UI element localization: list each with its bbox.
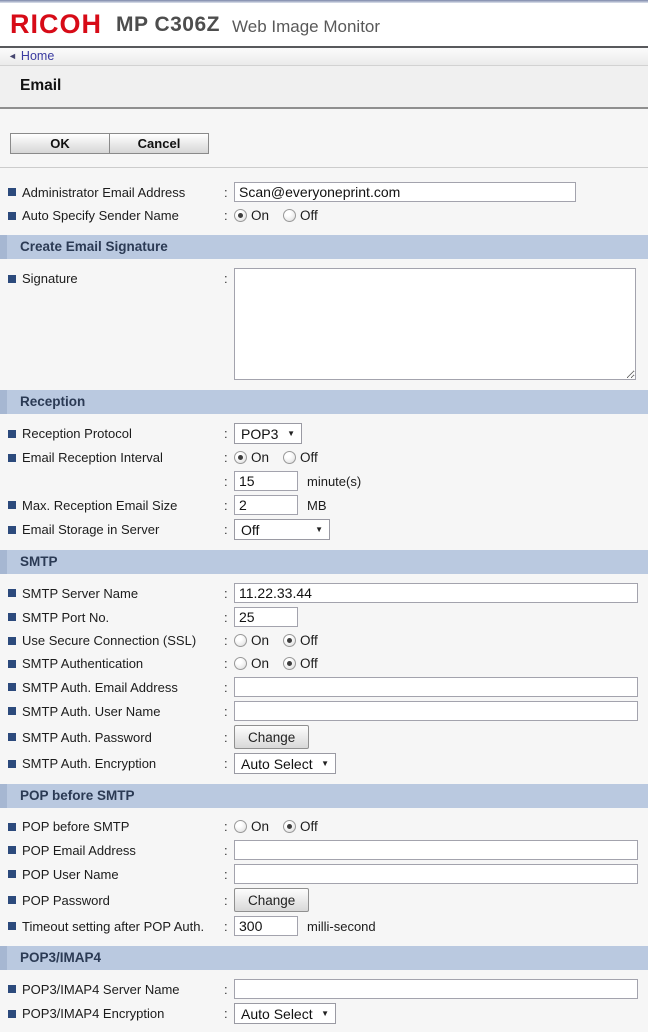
section-reception: Reception xyxy=(0,390,648,414)
field-bullet-icon xyxy=(8,707,16,715)
colon: : xyxy=(224,184,228,200)
app-header xyxy=(0,3,648,46)
colon: : xyxy=(224,473,228,489)
colon: : xyxy=(224,866,228,882)
ssl-label: Use Secure Connection (SSL) xyxy=(22,633,197,648)
colon: : xyxy=(224,679,228,695)
field-row-auto-sender xyxy=(0,204,648,227)
field-bullet-icon xyxy=(8,526,16,534)
smtp-auth-radio-off[interactable] xyxy=(283,657,296,670)
dropdown-arrow-icon: ▼ xyxy=(321,759,329,768)
smtp-auth-radio-on[interactable] xyxy=(234,657,247,670)
field-row-pop-email xyxy=(0,838,648,862)
cancel-button[interactable]: Cancel xyxy=(109,133,209,154)
smtp-auth-encryption-select[interactable] xyxy=(234,753,336,774)
pop-timeout-input[interactable] xyxy=(234,916,298,936)
colon: : xyxy=(224,703,228,719)
field-row-pop3-server xyxy=(0,977,648,1001)
pop-password-change-button[interactable]: Change xyxy=(234,888,309,912)
field-bullet-icon xyxy=(8,870,16,878)
colon: : xyxy=(224,981,228,997)
pop-timeout-unit: milli-second xyxy=(307,918,376,934)
colon: : xyxy=(224,497,228,513)
field-bullet-icon xyxy=(8,683,16,691)
pop3-encryption-value: Auto Select xyxy=(241,1005,313,1022)
field-row-smtp-auth-user xyxy=(0,699,648,723)
smtp-port-label: SMTP Port No. xyxy=(22,609,110,625)
field-row-reception-protocol xyxy=(0,421,648,446)
smtp-auth-password-label: SMTP Auth. Password xyxy=(22,729,152,745)
smtp-auth-password-change-button[interactable]: Change xyxy=(234,725,309,749)
field-bullet-icon xyxy=(8,1010,16,1018)
reception-interval-radio-on[interactable] xyxy=(234,451,247,464)
auto-sender-label: Auto Specify Sender Name xyxy=(22,208,179,223)
signature-textarea[interactable] xyxy=(234,268,636,380)
email-storage-value: Off xyxy=(241,521,260,538)
field-bullet-icon xyxy=(8,430,16,438)
pop-before-smtp-radio-off[interactable] xyxy=(283,820,296,833)
field-row-max-reception-size xyxy=(0,493,648,517)
field-row-pop-before-smtp xyxy=(0,815,648,838)
dropdown-arrow-icon: ▼ xyxy=(321,1009,329,1018)
field-row-pop-timeout xyxy=(0,914,648,938)
field-row-smtp-auth xyxy=(0,652,648,675)
breadcrumb xyxy=(0,46,648,66)
pop3-server-input[interactable] xyxy=(234,979,638,999)
field-row-pop-password xyxy=(0,886,648,914)
ricoh-logo: RICOH xyxy=(10,9,102,39)
radio-on-label: On xyxy=(251,450,270,465)
pop-before-smtp-radio-on[interactable] xyxy=(234,820,247,833)
section-pop3-imap4: POP3/IMAP4 xyxy=(0,946,648,970)
reception-interval-label: Email Reception Interval xyxy=(22,450,163,465)
field-bullet-icon xyxy=(8,660,16,668)
pop-user-input[interactable] xyxy=(234,864,638,884)
pop-email-label: POP Email Address xyxy=(22,842,136,858)
colon: : xyxy=(224,918,228,934)
reception-interval-unit: minute(s) xyxy=(307,473,362,489)
radio-off-label: Off xyxy=(300,633,318,648)
smtp-auth-encryption-value: Auto Select xyxy=(241,755,313,772)
field-row-smtp-auth-encryption xyxy=(0,751,648,776)
colon: : xyxy=(224,609,228,625)
radio-on-label: On xyxy=(251,819,270,834)
radio-off-label: Off xyxy=(300,450,318,465)
pop-user-label: POP User Name xyxy=(22,866,119,882)
field-row-reception-interval xyxy=(0,446,648,469)
field-row-signature xyxy=(0,266,648,382)
signature-label: Signature xyxy=(22,271,78,286)
field-row-pop-user xyxy=(0,862,648,886)
smtp-server-input[interactable] xyxy=(234,583,638,603)
max-reception-size-input[interactable] xyxy=(234,495,298,515)
pop3-server-label: POP3/IMAP4 Server Name xyxy=(22,981,180,997)
pop3-encryption-select[interactable] xyxy=(234,1003,336,1024)
smtp-auth-label: SMTP Authentication xyxy=(22,656,144,671)
radio-on-label: On xyxy=(251,656,270,671)
colon: : xyxy=(224,892,228,908)
field-bullet-icon xyxy=(8,985,16,993)
radio-off-label: Off xyxy=(300,819,318,834)
smtp-auth-email-label: SMTP Auth. Email Address xyxy=(22,679,178,695)
smtp-server-label: SMTP Server Name xyxy=(22,585,139,601)
field-row-pop3-encryption xyxy=(0,1001,648,1026)
admin-email-input[interactable] xyxy=(234,182,576,202)
title-band xyxy=(0,66,648,109)
colon: : xyxy=(224,656,228,671)
field-bullet-icon xyxy=(8,760,16,768)
field-bullet-icon xyxy=(8,846,16,854)
field-row-admin-email xyxy=(0,180,648,204)
smtp-auth-user-input[interactable] xyxy=(234,701,638,721)
page-title: Email xyxy=(20,77,62,94)
radio-off-label: Off xyxy=(300,656,318,671)
auto-sender-radio-off[interactable] xyxy=(283,209,296,222)
ok-button[interactable]: OK xyxy=(10,133,110,154)
field-row-smtp-auth-password xyxy=(0,723,648,751)
colon: : xyxy=(224,842,228,858)
pop-password-label: POP Password xyxy=(22,892,110,908)
admin-email-label: Administrator Email Address xyxy=(22,184,186,200)
radio-on-label: On xyxy=(251,633,270,648)
field-bullet-icon xyxy=(8,212,16,220)
reception-protocol-label: Reception Protocol xyxy=(22,426,132,441)
reception-interval-input[interactable] xyxy=(234,471,298,491)
pop-email-input[interactable] xyxy=(234,840,638,860)
colon: : xyxy=(224,426,228,441)
field-bullet-icon xyxy=(8,454,16,462)
colon: : xyxy=(224,1006,228,1021)
colon: : xyxy=(224,729,228,745)
pop-timeout-label: Timeout setting after POP Auth. xyxy=(22,918,205,934)
field-row-smtp-server xyxy=(0,581,648,605)
breadcrumb-home-link[interactable]: Home xyxy=(20,49,55,63)
app-title: Web Image Monitor xyxy=(232,16,381,36)
dropdown-arrow-icon: ▼ xyxy=(315,525,323,534)
reception-interval-radio-off[interactable] xyxy=(283,451,296,464)
field-row-smtp-auth-email xyxy=(0,675,648,699)
field-bullet-icon xyxy=(8,501,16,509)
back-arrow-icon: ◄ xyxy=(8,51,17,61)
field-row-reception-interval-value xyxy=(0,469,648,493)
email-settings-form xyxy=(0,133,648,1032)
field-bullet-icon xyxy=(8,896,16,904)
pop-before-smtp-label: POP before SMTP xyxy=(22,819,130,834)
toolbar xyxy=(10,133,648,154)
section-pop-before-smtp: POP before SMTP xyxy=(0,784,648,808)
smtp-auth-email-input[interactable] xyxy=(234,677,638,697)
max-reception-size-label: Max. Reception Email Size xyxy=(22,497,178,513)
auto-sender-radio-on[interactable] xyxy=(234,209,247,222)
colon: : xyxy=(224,819,228,834)
email-storage-label: Email Storage in Server xyxy=(22,522,160,537)
field-bullet-icon xyxy=(8,922,16,930)
field-row-email-storage xyxy=(0,517,648,542)
colon: : xyxy=(224,522,228,537)
email-storage-select[interactable] xyxy=(234,519,330,540)
field-row-ssl xyxy=(0,629,648,652)
reception-protocol-select[interactable] xyxy=(234,423,302,444)
max-reception-size-unit: MB xyxy=(307,497,327,513)
field-bullet-icon xyxy=(8,613,16,621)
field-bullet-icon xyxy=(8,637,16,645)
radio-on-label: On xyxy=(251,208,270,223)
field-row-smtp-port xyxy=(0,605,648,629)
ssl-radio-on[interactable] xyxy=(234,634,247,647)
field-bullet-icon xyxy=(8,188,16,196)
colon: : xyxy=(224,450,228,465)
colon: : xyxy=(224,756,228,771)
colon: : xyxy=(224,633,228,648)
toolbar-divider xyxy=(0,167,648,168)
section-create-email-signature: Create Email Signature xyxy=(0,235,648,259)
ssl-radio-off[interactable] xyxy=(283,634,296,647)
smtp-auth-encryption-label: SMTP Auth. Encryption xyxy=(22,756,157,771)
field-bullet-icon xyxy=(8,823,16,831)
pop3-encryption-label: POP3/IMAP4 Encryption xyxy=(22,1006,165,1021)
field-bullet-icon xyxy=(8,589,16,597)
printer-model: MP C306Z xyxy=(116,12,220,36)
reception-protocol-value: POP3 xyxy=(241,425,279,442)
field-bullet-icon xyxy=(8,733,16,741)
smtp-port-input[interactable] xyxy=(234,607,298,627)
radio-off-label: Off xyxy=(300,208,318,223)
field-bullet-icon xyxy=(8,275,16,283)
colon: : xyxy=(224,271,228,286)
smtp-auth-user-label: SMTP Auth. User Name xyxy=(22,703,161,719)
colon: : xyxy=(224,585,228,601)
colon: : xyxy=(224,208,228,223)
section-smtp: SMTP xyxy=(0,550,648,574)
dropdown-arrow-icon: ▼ xyxy=(287,429,295,438)
